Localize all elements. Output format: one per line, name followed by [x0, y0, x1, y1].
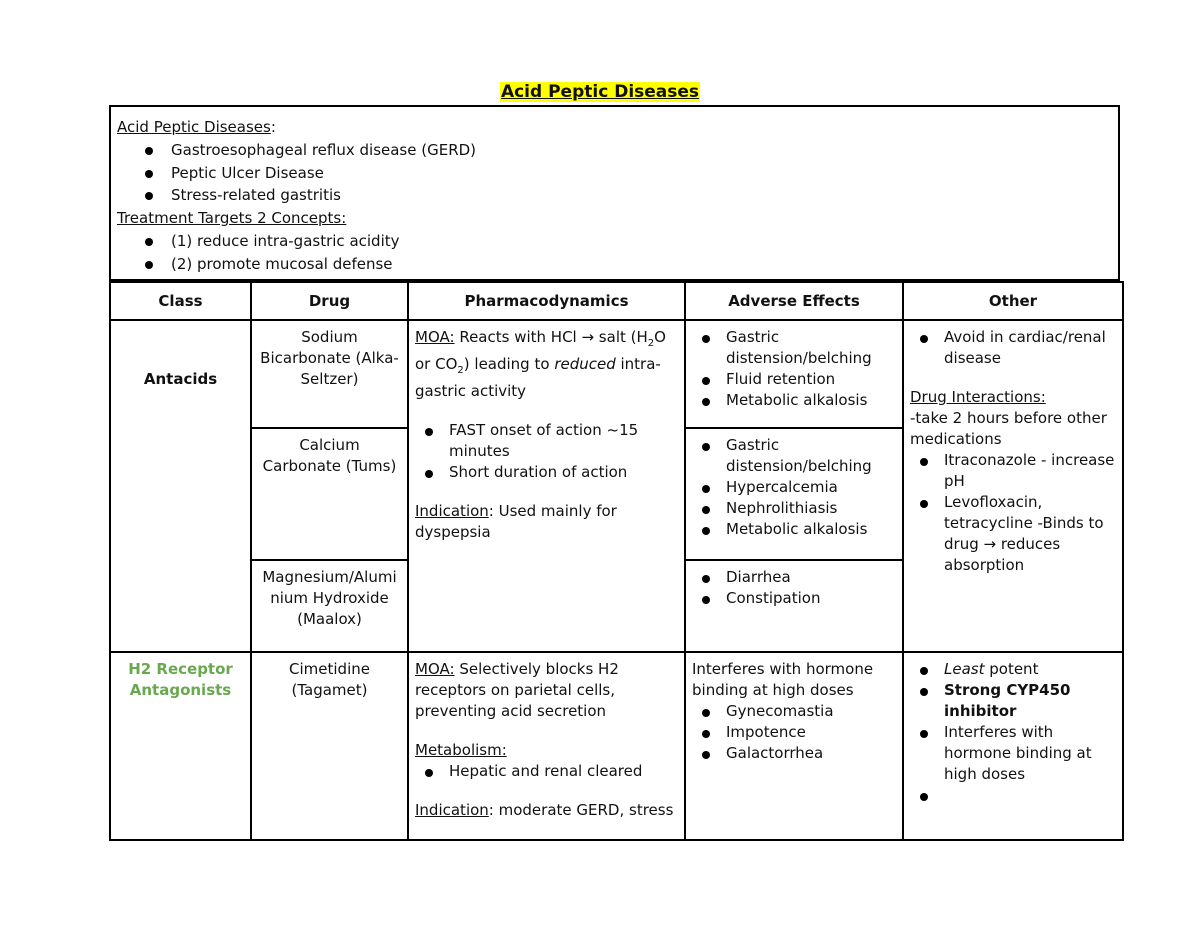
class-h2-receptor-antagonists: H2 Receptor Antagonists: [110, 652, 251, 840]
list-item: Short duration of action: [449, 462, 678, 483]
header-class: Class: [110, 282, 251, 320]
list-item: [944, 785, 1116, 806]
class-antacids: Antacids: [110, 320, 251, 652]
header-drug: Drug: [251, 282, 408, 320]
antacids-other: Avoid in cardiac/renal disease Drug Interactions: -take 2 hours before other medications Itraconazole - increase pH Levofloxacin, tetracycline -Binds to drug → reduces absorption: [903, 320, 1123, 652]
list-item: Peptic Ulcer Disease: [171, 162, 1112, 185]
adverse-magnesium-aluminium: [685, 560, 903, 652]
list-item: Constipation: [726, 588, 896, 609]
drug-magnesium-aluminium-hydroxide: Magnesium/Alumi nium Hydroxide (Maalox): [251, 560, 408, 652]
intro-box: Acid Peptic Diseases: Gastroesophageal reflux disease (GERD) Peptic Ulcer Disease Stress-related gastritis Treatment Targets 2 Concepts: (1) reduce intra-gastric acidity (2) promote mucosal defense: [109, 105, 1120, 281]
list-item: Nephrolithiasis: [726, 498, 896, 519]
list-item: Gynecomastia: [726, 701, 896, 722]
table-header-row: [110, 282, 1123, 320]
list-item: Stress-related gastritis: [171, 184, 1112, 207]
list-item: FAST onset of action ~15 minutes: [449, 420, 678, 462]
header-adverse-effects: Adverse Effects: [685, 282, 903, 320]
drug-table: [109, 281, 1124, 841]
list-item: Levofloxacin, tetracycline -Binds to drug → reduces absorption: [944, 492, 1116, 576]
intro-heading: Acid Peptic Diseases: [117, 118, 271, 136]
disease-list: [117, 139, 1112, 207]
list-item: Fluid retention: [726, 369, 896, 390]
list-item: (1) reduce intra-gastric acidity: [171, 230, 1112, 253]
drug-cimetidine: Cimetidine (Tagamet): [251, 652, 408, 840]
antacids-pharmacodynamics: MOA: Reacts with HCl → salt ($H_2O$ or $CO_2$) leading to reduced intra-gastric activity FAST onset of action ~15 minutes Short duration of action Indication: Used mainly for dyspepsia: [408, 320, 685, 652]
list-item: Hypercalcemia: [726, 477, 896, 498]
list-item: Gastric distension/belching: [726, 327, 896, 369]
list-item: Metabolic alkalosis: [726, 390, 896, 411]
list-item: Interferes with hormone binding at high doses: [944, 722, 1116, 785]
page-title: Acid Peptic Diseases: [500, 82, 700, 102]
h2-other: [903, 652, 1123, 840]
h2-adverse-effects: Interferes with hormone binding at high doses Gynecomastia Impotence Galactorrhea: [685, 652, 903, 840]
list-item: Least potent: [944, 659, 1116, 680]
target-list: [117, 230, 1112, 276]
h2-pharmacodynamics: MOA: Selectively blocks H2 receptors on parietal cells, preventing acid secretion Metabolism: Hepatic and renal cleared Indication: moderate GERD, stress: [408, 652, 685, 840]
drug-calcium-carbonate: Calcium Carbonate (Tums): [251, 428, 408, 560]
adverse-sodium-bicarbonate: [685, 320, 903, 428]
drug-sodium-bicarbonate: Sodium Bicarbonate (Alka-Seltzer): [251, 320, 408, 428]
list-item: Strong CYP450 inhibitor: [944, 680, 1116, 722]
adverse-calcium-carbonate: [685, 428, 903, 560]
list-item: Galactorrhea: [726, 743, 896, 764]
list-item: Hepatic and renal cleared: [449, 761, 678, 782]
list-item: (2) promote mucosal defense: [171, 253, 1112, 276]
list-item: Gastroesophageal reflux disease (GERD): [171, 139, 1112, 162]
table-row: [110, 652, 1123, 840]
targets-heading: Treatment Targets 2 Concepts:: [117, 209, 347, 228]
list-item: Diarrhea: [726, 567, 896, 588]
header-pharmacodynamics: Pharmacodynamics: [408, 282, 685, 320]
list-item: Impotence: [726, 722, 896, 743]
list-item: Avoid in cardiac/renal disease: [944, 327, 1116, 369]
list-item: Gastric distension/belching: [726, 435, 896, 477]
list-item: Metabolic alkalosis: [726, 519, 896, 540]
header-other: Other: [903, 282, 1123, 320]
list-item: Itraconazole - increase pH: [944, 451, 1115, 490]
table-row: [110, 320, 1123, 428]
